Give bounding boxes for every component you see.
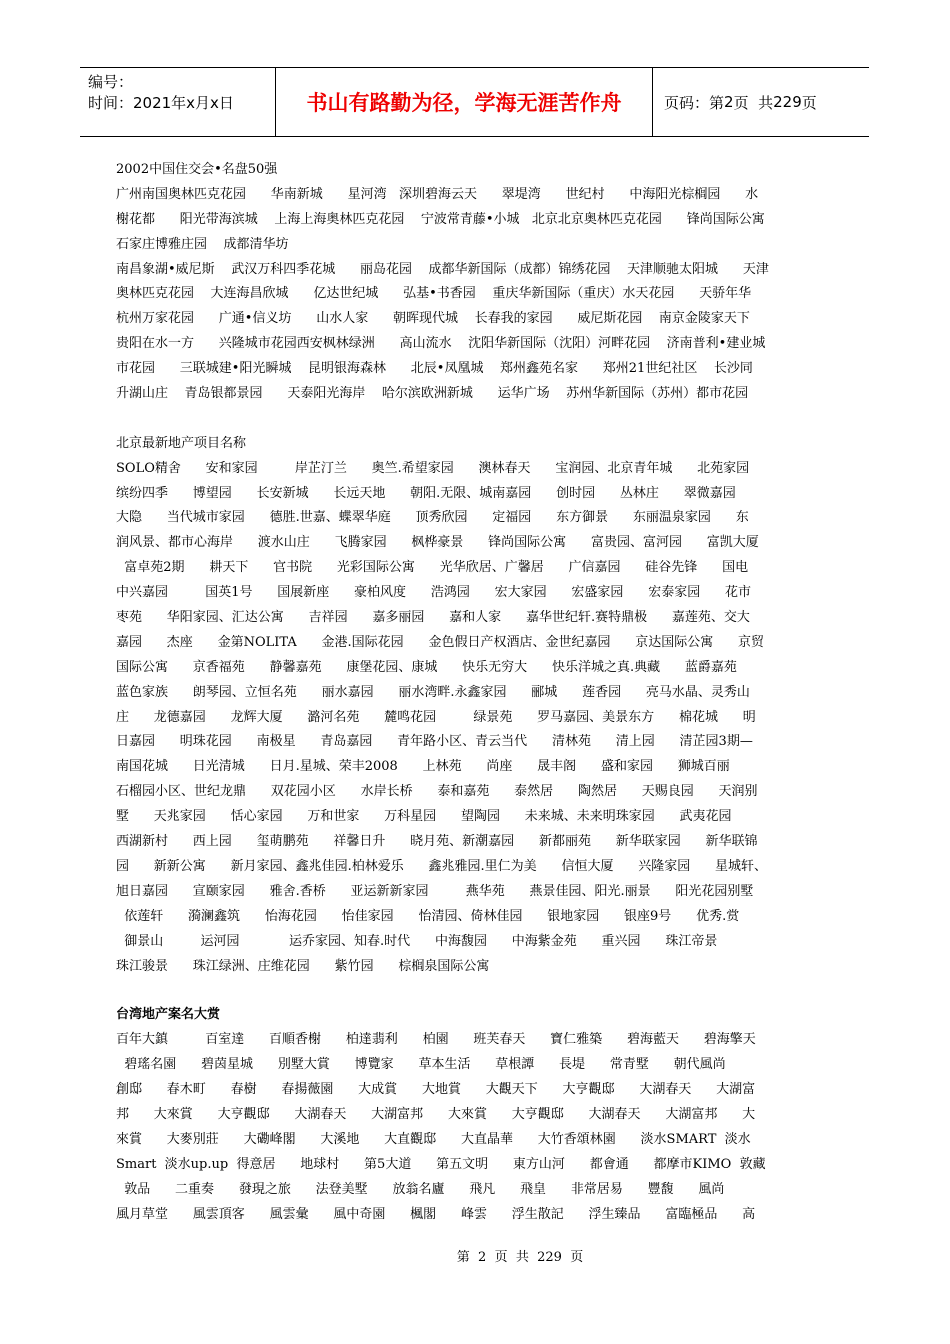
text-line: 墅 天兆家园 恬心家园 万和世家 万科星园 望陶园 未来城、未来明珠家园 武夷花园 <box>116 809 732 825</box>
header-page-info <box>653 68 869 136</box>
text-line: 百年大鎮 百室達 百順香榭 柏達翡利 柏園 班芙春天 寶仁雅築 碧海藍天 碧海擎天 <box>116 1032 756 1047</box>
text-line: 南国花城 日光清城 日月.星城、荣丰2008 上林苑 尚座 晟丰阁 盛和家园 狮城百丽 <box>116 759 730 775</box>
text-line: 贵阳在水一方 兴隆城市花园西安枫林绿洲 高山流水 沈阳华新国际（沈阳）河畔花园 济南普利•建业城 <box>116 336 766 352</box>
text-line: 風月草堂 風雲頂客 風雲彙 風中奇園 楓閣 峰雲 浮生散記 浮生臻品 富臨極品 高 <box>116 1207 756 1222</box>
text-line: 榭花都 阳光带海滨城 上海上海奥林匹克花园 宁波常青藤•小城 北京北京奥林匹克花园 锋尚国际公寓 <box>116 211 765 227</box>
text-line: 升湖山庄 青岛银都景园 天泰阳光海岸 哈尔滨欧洲新城 运华广场 苏州华新国际（苏州）都市花园 <box>116 386 749 402</box>
section-body <box>116 457 836 980</box>
text-line: 枣苑 华阳家园、汇达公寓 吉祥园 嘉多丽园 嘉和人家 嘉华世纪轩.赛特鼎极 嘉莲苑、交大 <box>116 610 750 626</box>
page-total: 229 <box>773 93 802 111</box>
text-line: 奥林匹克花园 大连海昌欣城 亿达世纪城 弘基•书香园 重庆华新国际（重庆）水天花园 天骄年华 <box>116 286 752 302</box>
text-line: 蓝色家族 朗琴园、立恒名苑 丽水嘉园 丽水湾畔.永鑫家园 郦城 莲香园 亮马水晶、灵秀山 <box>116 684 750 700</box>
text-line: Smart 淡水up.up 得意居 地球村 第5大道 第五文明 東方山河 都會通 都摩市KIMO 敦藏 <box>116 1157 766 1172</box>
section-body <box>116 183 836 407</box>
section-top-50 <box>116 158 836 979</box>
text-line: SOLO精舍 安和家园 岸芷汀兰 奥竺.希望家园 澳林春天 宝润园、北京青年城 北苑家园 <box>116 460 750 476</box>
text-line: 御景山 运河园 运乔家园、知春.时代 中海馥园 中海紫金苑 重兴园 珠江帝景 <box>116 933 718 949</box>
page-label-prefix: 页码：第 <box>664 93 725 112</box>
document-time-label: 时间：2021年x月x日 <box>88 94 234 112</box>
section-taiwan-names <box>116 1002 836 1227</box>
text-line: 市花园 三联城建•阳光瞬城 昆明银海森林 北辰•凤凰城 郑州鑫苑名家 郑州21世纪社区 长沙同 <box>116 361 753 377</box>
section-title: 2002中国住交会•名盘50强 <box>116 162 278 177</box>
text-line: 广州南国奥林匹克花园 华南新城 星河湾 深圳碧海云天 翠堤湾 世纪村 中海阳光棕榈园 水 <box>116 186 759 202</box>
text-line: 富卓苑2期 耕天下 官书院 光彩国际公寓 光华欣居、广馨居 广信嘉园 硅谷先锋 国电 <box>116 560 749 576</box>
text-line: 日嘉园 明珠花园 南极星 青岛嘉园 青年路小区、青云当代 清林苑 清上园 清芷园3期— <box>116 734 753 750</box>
text-line: 旭日嘉园 宣颐家园 雅舍.香桥 亚运新新家园 燕华苑 燕景佳园、阳光.丽景 阳光花园别墅 <box>116 883 754 899</box>
document-number-label: 编号： <box>88 73 134 91</box>
text-line: 中兴嘉园 国英1号 国展新座 豪柏风度 浩鸿园 宏大家园 宏盛家园 宏泰家园 花市 <box>116 585 752 601</box>
header-meta <box>80 68 275 136</box>
text-line: 西湖新村 西上园 玺萌鹏苑 祥馨日升 晓月苑、新潮嘉园 新都丽苑 新华联家园 新华联锦 <box>116 834 758 850</box>
header-motto: 书山有路勤为径，学海无涯苦作舟 <box>275 68 653 136</box>
text-line: 創邸 春木町 春樹 春揚薇園 大成賞 大地賞 大觀天下 大亨觀邸 大湖春天 大湖富 <box>116 1082 756 1097</box>
page-current: 2 <box>724 93 734 111</box>
text-line: 园 新新公寓 新月家园、鑫兆佳园.柏林爱乐 鑫兆雅园.里仁为美 信恒大厦 兴隆家园 星城轩、 <box>116 858 768 874</box>
page-header <box>80 67 869 137</box>
page-label-mid: 页 共 <box>733 93 774 112</box>
text-line: 杭州万家花园 广通•信义坊 山水人家 朝晖现代城 长春我的家园 威尼斯花园 南京金陵家天下 <box>116 311 750 327</box>
text-line: 缤纷四季 博望园 长安新城 长远天地 朝阳.无限、城南嘉园 创时园 丛林庄 翠微嘉园 <box>116 485 736 501</box>
text-line: 來賞 大麥別莊 大磡峰閣 大溪地 大直觀邸 大直晶華 大竹香頌林園 淡水SMART 淡水 <box>116 1132 751 1147</box>
text-line: 大隐 当代城市家园 德胜.世嘉、蝶翠华庭 顶秀欣园 定福园 东方御景 东丽温泉家园 东 <box>116 510 749 526</box>
section-title: 台湾地产案名大赏 <box>116 1007 221 1022</box>
page-label-suffix: 页 <box>801 93 817 112</box>
text-line: 珠江骏景 珠江绿洲、庄维花园 紫竹园 棕榈泉国际公寓 <box>116 958 490 974</box>
section-body <box>116 1027 836 1227</box>
section-title: 北京最新地产项目名称 <box>116 435 247 451</box>
text-line: 碧瑤名園 碧茵星城 別墅大賞 博覽家 草本生活 草根譚 長堤 常青墅 朝代風尚 <box>116 1057 726 1072</box>
text-line: 邦 大來賞 大亨觀邸 大湖春天 大湖富邦 大來賞 大亨觀邸 大湖春天 大湖富邦 大 <box>116 1107 756 1122</box>
text-line: 国际公寓 京香福苑 静馨嘉苑 康堡花园、康城 快乐无穷大 快乐洋城之真.典藏 蓝爵嘉苑 <box>116 659 737 675</box>
text-line: 依莲轩 漪澜鑫筑 怡海花园 怡佳家园 怡清园、倚林佳园 银地家园 银座9号 优秀.赏 <box>116 908 740 924</box>
text-line: 南昌象湖•威尼斯 武汉万科四季花城 丽岛花园 成都华新国际（成都）锦绣花园 天津顺驰太阳城 天津 <box>116 261 769 277</box>
text-line: 润风景、都市心海岸 渡水山庄 飞腾家园 枫桦豪景 锋尚国际公寓 富贵园、富河园 富凯大厦 <box>116 535 759 551</box>
text-line: 嘉园 杰座 金第NOLITA 金港.国际花园 金色假日产权酒店、金世纪嘉园 京达国际公寓 京贸 <box>116 634 765 650</box>
page-footer: 第 2 页 共 229 页 <box>456 1250 584 1265</box>
text-line: 石家庄博雅庄园 成都清华坊 <box>116 236 289 252</box>
text-line: 石榴园小区、世纪龙鼎 双花园小区 水岸长桥 泰和嘉苑 泰然居 陶然居 天赐良园 天润别 <box>116 784 758 800</box>
text-line: 庄 龙德嘉园 龙辉大厦 潞河名苑 麓鸣花园 绿景苑 罗马嘉园、美景东方 棉花城 明 <box>116 709 756 725</box>
text-line: 敦品 二重奏 發現之旅 法登美墅 放翁名廬 飛凡 飛皇 非常居易 豐馥 風尚 <box>116 1182 725 1197</box>
